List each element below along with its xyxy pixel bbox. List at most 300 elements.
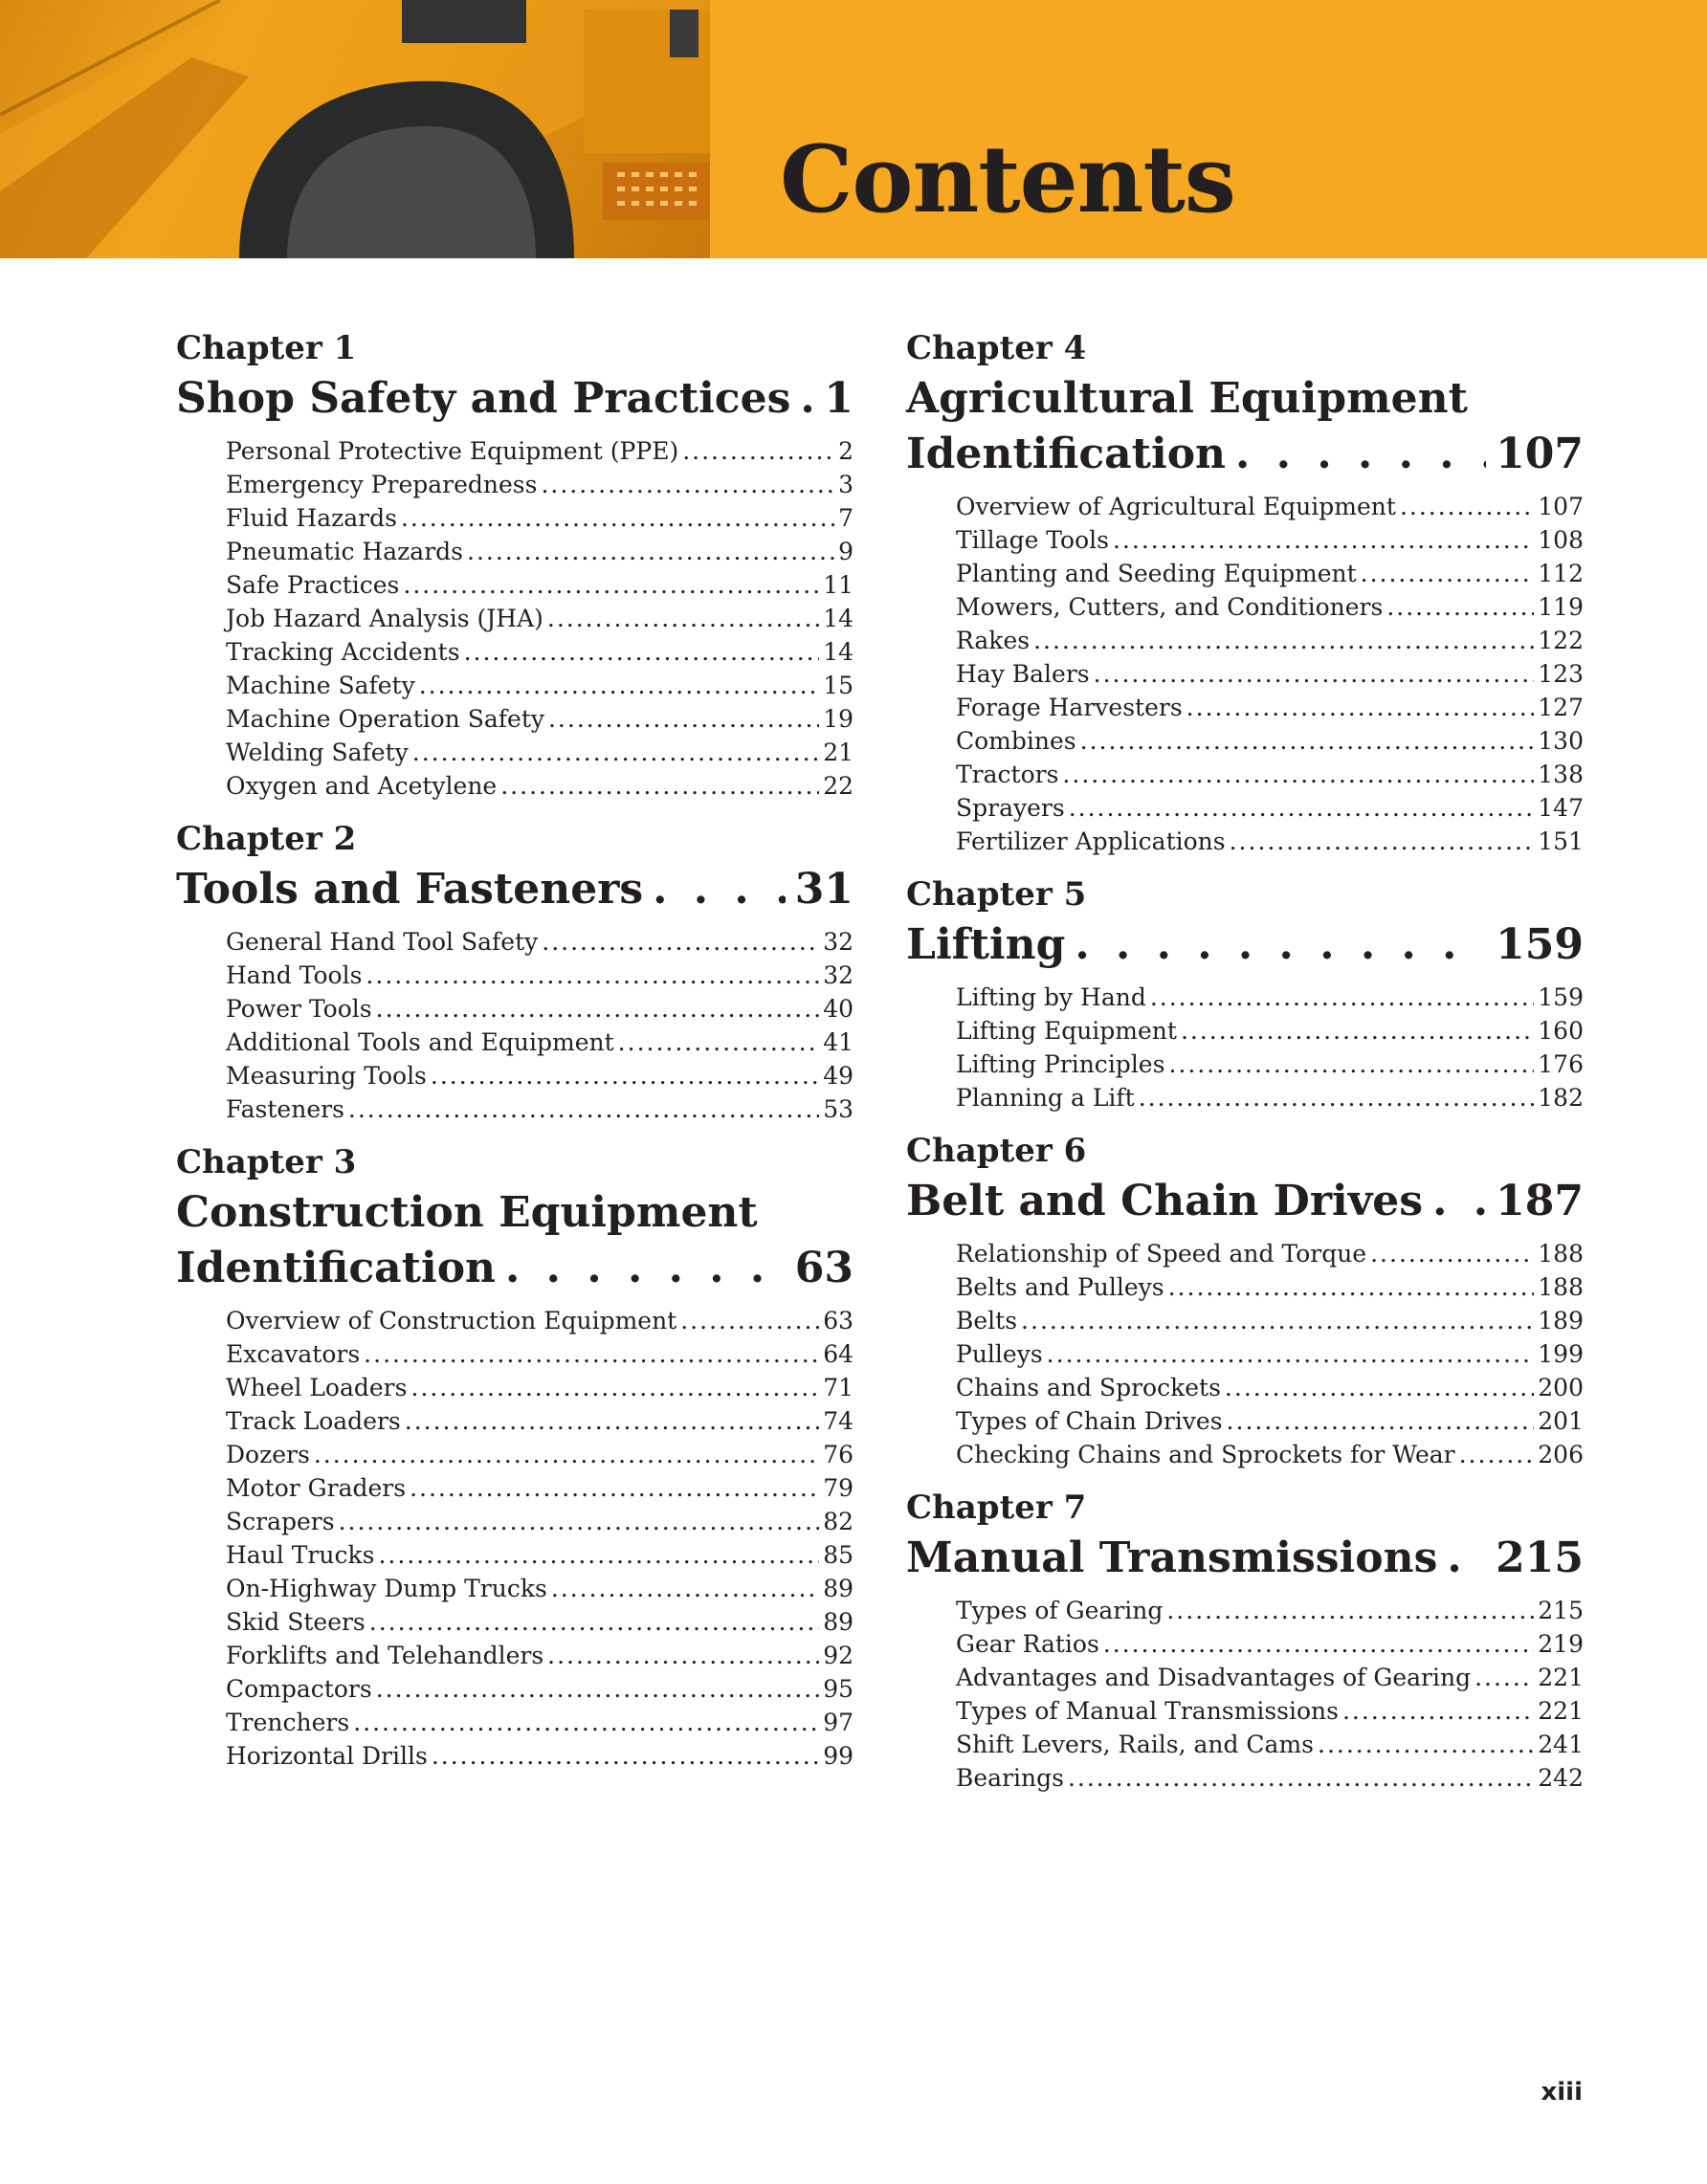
section-title: Types of Manual Transmissions — [956, 1697, 1339, 1725]
toc-entry — [956, 1661, 1584, 1694]
section-page-number: 201 — [1538, 1407, 1584, 1435]
chapter-label: Chapter 7 — [906, 1489, 1087, 1527]
toc-entry — [956, 1594, 1584, 1627]
dot-leader — [547, 602, 819, 635]
section-title: Advantages and Disadvantages of Gearing — [956, 1664, 1472, 1691]
dot-leader — [376, 1672, 820, 1706]
section-title: Skid Steers — [226, 1608, 366, 1636]
dot-leader — [1103, 1627, 1534, 1661]
toc-entry — [226, 959, 854, 992]
dot-leader — [1168, 1270, 1535, 1304]
section-page-number: 85 — [823, 1541, 854, 1569]
chapter-title-text: Agricultural Equipment — [906, 374, 1468, 423]
section-page-number: 21 — [823, 739, 854, 766]
section-title: Relationship of Speed and Torque — [956, 1240, 1367, 1268]
chapter-block — [906, 871, 1584, 1114]
section-title: Sprayers — [956, 794, 1065, 822]
section-page-number: 40 — [823, 995, 854, 1023]
toc-entry — [226, 602, 854, 635]
toc-entry — [956, 490, 1584, 523]
dot-leader — [348, 1092, 819, 1126]
section-title: Hand Tools — [226, 961, 363, 989]
chapter-label: Chapter 2 — [176, 820, 357, 858]
chapter-block — [176, 816, 854, 1126]
page-title: Contents — [780, 125, 1235, 233]
dot-leader — [1400, 490, 1534, 523]
section-page-number: 200 — [1538, 1374, 1584, 1401]
section-page-number: 49 — [823, 1062, 854, 1090]
section-page-number: 82 — [823, 1508, 854, 1535]
toc-entry — [226, 1059, 854, 1092]
section-title: Checking Chains and Sprockets for Wear — [956, 1441, 1455, 1468]
section-page-number: 76 — [823, 1441, 854, 1468]
chapter-title — [176, 862, 854, 917]
section-title: Emergency Preparedness — [226, 471, 538, 498]
chapter-label: Chapter 6 — [906, 1132, 1087, 1170]
toc-entry — [956, 657, 1584, 691]
toc-entry — [226, 1739, 854, 1773]
chapter-title-line — [906, 1174, 1584, 1229]
section-page-number: 71 — [823, 1374, 854, 1401]
section-page-number: 63 — [823, 1307, 854, 1335]
chapter-title-line — [176, 862, 854, 917]
dot-leader — [412, 736, 819, 769]
chapter-title-line — [906, 1531, 1584, 1586]
chapter-page-number: 187 — [1496, 1177, 1584, 1225]
section-page-number: 206 — [1538, 1441, 1584, 1468]
section-title: Types of Gearing — [956, 1597, 1164, 1624]
toc-entry — [226, 501, 854, 535]
toc-entry — [226, 769, 854, 803]
section-title: Forklifts and Telehandlers — [226, 1642, 544, 1669]
section-title: Compactors — [226, 1675, 372, 1703]
section-page-number: 130 — [1538, 727, 1584, 755]
toc-entry — [956, 1627, 1584, 1661]
section-title: Forage Harvesters — [956, 694, 1183, 721]
chapter-title-text: Manual Transmissions — [906, 1533, 1438, 1582]
section-list — [906, 1237, 1584, 1471]
section-page-number: 215 — [1538, 1597, 1584, 1624]
section-title: General Hand Tool Safety — [226, 928, 539, 956]
section-page-number: 160 — [1538, 1017, 1584, 1045]
dot-leader — [547, 1639, 819, 1672]
toc-entry — [956, 624, 1584, 657]
section-title: Pulleys — [956, 1340, 1043, 1368]
dot-leader — [548, 702, 819, 736]
dot-leader — [653, 862, 786, 917]
section-page-number: 123 — [1538, 660, 1584, 688]
toc-entry — [226, 1639, 854, 1672]
section-page-number: 159 — [1538, 983, 1584, 1011]
toc-entry — [956, 523, 1584, 557]
dot-leader — [339, 1505, 820, 1538]
toc-entry — [956, 825, 1584, 858]
dot-leader — [467, 535, 834, 568]
section-title: Welding Safety — [226, 739, 409, 766]
dot-leader — [1474, 1661, 1534, 1694]
section-title: Planning a Lift — [956, 1084, 1135, 1112]
toc-entry — [226, 635, 854, 669]
section-page-number: 112 — [1538, 560, 1584, 587]
toc-entry — [956, 1728, 1584, 1761]
section-title: Tractors — [956, 761, 1059, 788]
dot-leader — [551, 1572, 819, 1605]
section-title: Belts and Pulleys — [956, 1273, 1164, 1301]
chapter-title-line — [176, 1185, 854, 1241]
dot-leader — [1021, 1304, 1534, 1337]
section-list — [176, 1304, 854, 1773]
toc-entry — [226, 1706, 854, 1739]
toc-entry — [226, 669, 854, 702]
chapter-title-text: Belt and Chain Drives — [906, 1177, 1424, 1225]
section-page-number: 219 — [1538, 1630, 1584, 1658]
section-page-number: 107 — [1538, 493, 1584, 520]
section-page-number: 92 — [823, 1642, 854, 1669]
section-page-number: 188 — [1538, 1273, 1584, 1301]
section-page-number: 221 — [1538, 1697, 1584, 1725]
dot-leader — [1069, 791, 1535, 825]
chapter-title — [176, 371, 854, 427]
dot-leader — [1068, 1761, 1534, 1795]
section-title: Overview of Agricultural Equipment — [956, 493, 1396, 520]
section-title: Oxygen and Acetylene — [226, 772, 498, 800]
toc-entry — [956, 1371, 1584, 1404]
chapter-title — [906, 1174, 1584, 1229]
chapter-page-number: 1 — [824, 374, 854, 423]
dot-leader — [505, 1241, 786, 1296]
toc-entry — [956, 1438, 1584, 1471]
toc-left-column — [176, 325, 854, 1786]
section-title: Lifting Principles — [956, 1050, 1165, 1078]
section-list — [906, 981, 1584, 1114]
toc-entry — [956, 590, 1584, 624]
toc-entry — [956, 1048, 1584, 1081]
section-title: Types of Chain Drives — [956, 1407, 1223, 1435]
toc-entry — [956, 1237, 1584, 1270]
section-page-number: 22 — [823, 772, 854, 800]
dot-leader — [410, 1371, 819, 1404]
chapter-title — [176, 1185, 854, 1296]
section-page-number: 241 — [1538, 1731, 1584, 1758]
section-title: Tracking Accidents — [226, 638, 460, 666]
toc-entry — [956, 791, 1584, 825]
section-page-number: 14 — [823, 605, 854, 632]
toc-entry — [956, 691, 1584, 724]
chapter-block — [176, 1139, 854, 1773]
toc-entry — [956, 1404, 1584, 1438]
chapter-title — [906, 917, 1584, 973]
section-list — [906, 490, 1584, 858]
section-title: Rakes — [956, 627, 1031, 654]
dot-leader — [1080, 724, 1535, 758]
toc-entry — [226, 925, 854, 959]
section-title: Pneumatic Hazards — [226, 538, 463, 565]
chapter-page-number: 107 — [1496, 430, 1584, 478]
section-page-number: 138 — [1538, 761, 1584, 788]
toc-entry — [226, 1538, 854, 1572]
page-number: xiii — [1541, 2078, 1583, 2107]
dot-leader — [1150, 981, 1534, 1014]
dot-leader — [1139, 1081, 1535, 1114]
section-title: Power Tools — [226, 995, 372, 1023]
toc-entry — [956, 981, 1584, 1014]
section-title: Measuring Tools — [226, 1062, 427, 1090]
section-page-number: 74 — [823, 1407, 854, 1435]
section-list — [176, 434, 854, 803]
dot-leader — [618, 1026, 820, 1059]
toc-entry — [226, 1672, 854, 1706]
chapter-page-number: 159 — [1496, 920, 1584, 969]
dot-leader — [542, 925, 819, 959]
dot-leader — [1168, 1048, 1534, 1081]
dot-leader — [364, 1337, 819, 1371]
section-title: On-Highway Dump Trucks — [226, 1575, 547, 1602]
section-page-number: 41 — [823, 1028, 854, 1056]
section-title: Motor Graders — [226, 1474, 407, 1502]
toc-entry — [226, 1337, 854, 1371]
section-title: Machine Safety — [226, 672, 415, 699]
section-page-number: 242 — [1538, 1764, 1584, 1792]
section-title: Additional Tools and Equipment — [226, 1028, 614, 1056]
toc-entry — [226, 1304, 854, 1337]
toc-entry — [956, 1304, 1584, 1337]
section-page-number: 199 — [1538, 1340, 1584, 1368]
section-title: Planting and Seeding Equipment — [956, 560, 1357, 587]
dot-leader — [353, 1706, 819, 1739]
section-page-number: 32 — [823, 928, 854, 956]
section-list — [906, 1594, 1584, 1795]
section-page-number: 182 — [1538, 1084, 1584, 1112]
toc-entry — [956, 557, 1584, 590]
dot-leader — [1062, 758, 1534, 791]
dot-leader — [500, 769, 819, 803]
dot-leader — [314, 1438, 819, 1471]
section-title: Personal Protective Equipment (PPE) — [226, 437, 679, 465]
chapter-title-line — [176, 371, 854, 427]
dot-leader — [1166, 1594, 1534, 1627]
section-page-number: 122 — [1538, 627, 1584, 654]
dot-leader — [1113, 523, 1534, 557]
chapter-block — [906, 1128, 1584, 1471]
section-page-number: 108 — [1538, 526, 1584, 554]
section-page-number: 147 — [1538, 794, 1584, 822]
dot-leader — [403, 568, 819, 602]
section-title: Gear Ratios — [956, 1630, 1099, 1658]
section-title: Hay Balers — [956, 660, 1090, 688]
chapter-title — [906, 371, 1584, 482]
section-page-number: 89 — [823, 1575, 854, 1602]
toc-entry — [226, 1371, 854, 1404]
toc-entry — [956, 758, 1584, 791]
dot-leader — [1227, 1404, 1535, 1438]
section-page-number: 79 — [823, 1474, 854, 1502]
dot-leader — [401, 501, 834, 535]
section-list — [176, 925, 854, 1126]
dot-leader — [405, 1404, 819, 1438]
section-title: Combines — [956, 727, 1076, 755]
chapter-page-number: 63 — [794, 1244, 854, 1292]
dot-leader — [680, 1304, 819, 1337]
section-page-number: 14 — [823, 638, 854, 666]
header-banner — [0, 0, 1707, 258]
dot-leader — [1094, 657, 1535, 691]
section-title: Trenchers — [226, 1709, 350, 1736]
dot-leader — [410, 1471, 819, 1505]
section-page-number: 151 — [1538, 827, 1584, 855]
toc-entry — [226, 1404, 854, 1438]
chapter-block — [176, 325, 854, 803]
section-title: Tillage Tools — [956, 526, 1109, 554]
dot-leader — [369, 1605, 819, 1639]
toc-entry — [956, 724, 1584, 758]
toc-entry — [226, 736, 854, 769]
toc-entry — [226, 1026, 854, 1059]
dot-leader — [1447, 1531, 1486, 1586]
dot-leader — [1225, 1371, 1534, 1404]
section-title: Fluid Hazards — [226, 504, 397, 532]
toc-entry — [226, 1605, 854, 1639]
toc-entry — [226, 468, 854, 501]
section-title: Safe Practices — [226, 571, 400, 599]
section-page-number: 89 — [823, 1608, 854, 1636]
dot-leader — [1432, 1174, 1486, 1229]
section-title: Machine Operation Safety — [226, 705, 544, 733]
chapter-title — [906, 1531, 1584, 1586]
dot-leader — [1459, 1438, 1535, 1471]
dot-leader — [1075, 917, 1486, 973]
section-title: Haul Trucks — [226, 1541, 375, 1569]
section-page-number: 19 — [823, 705, 854, 733]
dot-leader — [800, 371, 814, 427]
section-title: Wheel Loaders — [226, 1374, 408, 1401]
dot-leader — [366, 959, 819, 992]
dot-leader — [1047, 1337, 1535, 1371]
section-title: Shift Levers, Rails, and Cams — [956, 1731, 1314, 1758]
chapter-title-text: Identification — [176, 1244, 497, 1292]
dot-leader — [1186, 691, 1535, 724]
section-page-number: 95 — [823, 1675, 854, 1703]
dot-leader — [541, 468, 834, 501]
dot-leader — [1386, 590, 1534, 624]
dot-leader — [464, 635, 820, 669]
section-title: Bearings — [956, 1764, 1064, 1792]
section-page-number: 2 — [838, 437, 854, 465]
toc-right-column — [906, 325, 1584, 1808]
machinery-photo — [0, 0, 710, 258]
chapter-title-text: Construction Equipment — [176, 1188, 758, 1237]
toc-entry — [226, 568, 854, 602]
dot-leader — [378, 1538, 819, 1572]
toc-entry — [956, 1337, 1584, 1371]
toc-entry — [226, 702, 854, 736]
toc-entry — [226, 992, 854, 1026]
section-title: Lifting Equipment — [956, 1017, 1177, 1045]
dot-leader — [682, 434, 834, 468]
section-page-number: 221 — [1538, 1664, 1584, 1691]
section-page-number: 3 — [838, 471, 854, 498]
section-page-number: 119 — [1538, 593, 1584, 621]
section-title: Belts — [956, 1307, 1018, 1335]
dot-leader — [1370, 1237, 1534, 1270]
section-page-number: 97 — [823, 1709, 854, 1736]
section-title: Fertilizer Applications — [956, 827, 1226, 855]
section-page-number: 99 — [823, 1742, 854, 1770]
chapter-page-number: 31 — [794, 865, 854, 914]
section-title: Horizontal Drills — [226, 1742, 428, 1770]
chapter-label: Chapter 5 — [906, 875, 1087, 914]
section-page-number: 188 — [1538, 1240, 1584, 1268]
toc-entry — [956, 1014, 1584, 1048]
dot-leader — [1342, 1694, 1534, 1728]
chapter-title-text: Identification — [906, 430, 1227, 478]
section-title: Fasteners — [226, 1095, 344, 1123]
toc-entry — [956, 1270, 1584, 1304]
section-title: Dozers — [226, 1441, 310, 1468]
chapter-page-number: 215 — [1496, 1533, 1584, 1582]
toc-entry — [226, 434, 854, 468]
dot-leader — [1361, 557, 1535, 590]
toc-entry — [226, 1505, 854, 1538]
dot-leader — [1235, 427, 1486, 482]
chapter-title-line — [906, 371, 1584, 427]
section-title: Excavators — [226, 1340, 361, 1368]
toc-entry — [226, 1438, 854, 1471]
section-title: Overview of Construction Equipment — [226, 1307, 677, 1335]
section-page-number: 189 — [1538, 1307, 1584, 1335]
section-page-number: 11 — [823, 571, 854, 599]
section-page-number: 32 — [823, 961, 854, 989]
toc-entry — [956, 1081, 1584, 1114]
chapter-title-line — [906, 917, 1584, 973]
dot-leader — [376, 992, 820, 1026]
section-title: Lifting by Hand — [956, 983, 1146, 1011]
chapter-title-text: Lifting — [906, 920, 1066, 969]
section-page-number: 176 — [1538, 1050, 1584, 1078]
chapter-title-line — [176, 1241, 854, 1296]
dot-leader — [1318, 1728, 1534, 1761]
section-page-number: 64 — [823, 1340, 854, 1368]
toc-entry — [226, 535, 854, 568]
chapter-block — [906, 325, 1584, 858]
section-title: Track Loaders — [226, 1407, 401, 1435]
chapter-label: Chapter 1 — [176, 329, 357, 367]
toc-entry — [226, 1572, 854, 1605]
section-page-number: 127 — [1538, 694, 1584, 721]
section-page-number: 53 — [823, 1095, 854, 1123]
section-title: Scrapers — [226, 1508, 335, 1535]
section-page-number: 7 — [838, 504, 854, 532]
toc-entry — [226, 1471, 854, 1505]
chapter-title-text: Tools and Fasteners — [176, 865, 644, 914]
toc-entry — [956, 1694, 1584, 1728]
dot-leader — [419, 669, 819, 702]
chapter-label: Chapter 4 — [906, 329, 1087, 367]
chapter-label: Chapter 3 — [176, 1143, 357, 1181]
chapter-title-line — [906, 427, 1584, 482]
dot-leader — [1230, 825, 1535, 858]
toc-entry — [956, 1761, 1584, 1795]
loader-illustration — [0, 0, 710, 258]
section-page-number: 9 — [838, 538, 854, 565]
section-title: Job Hazard Analysis (JHA) — [226, 605, 543, 632]
section-title: Mowers, Cutters, and Conditioners — [956, 593, 1384, 621]
chapter-block — [906, 1485, 1584, 1795]
section-page-number: 15 — [823, 672, 854, 699]
chapter-title-text: Shop Safety and Practices — [176, 374, 791, 423]
dot-leader — [432, 1739, 819, 1773]
dot-leader — [1181, 1014, 1534, 1048]
dot-leader — [431, 1059, 819, 1092]
